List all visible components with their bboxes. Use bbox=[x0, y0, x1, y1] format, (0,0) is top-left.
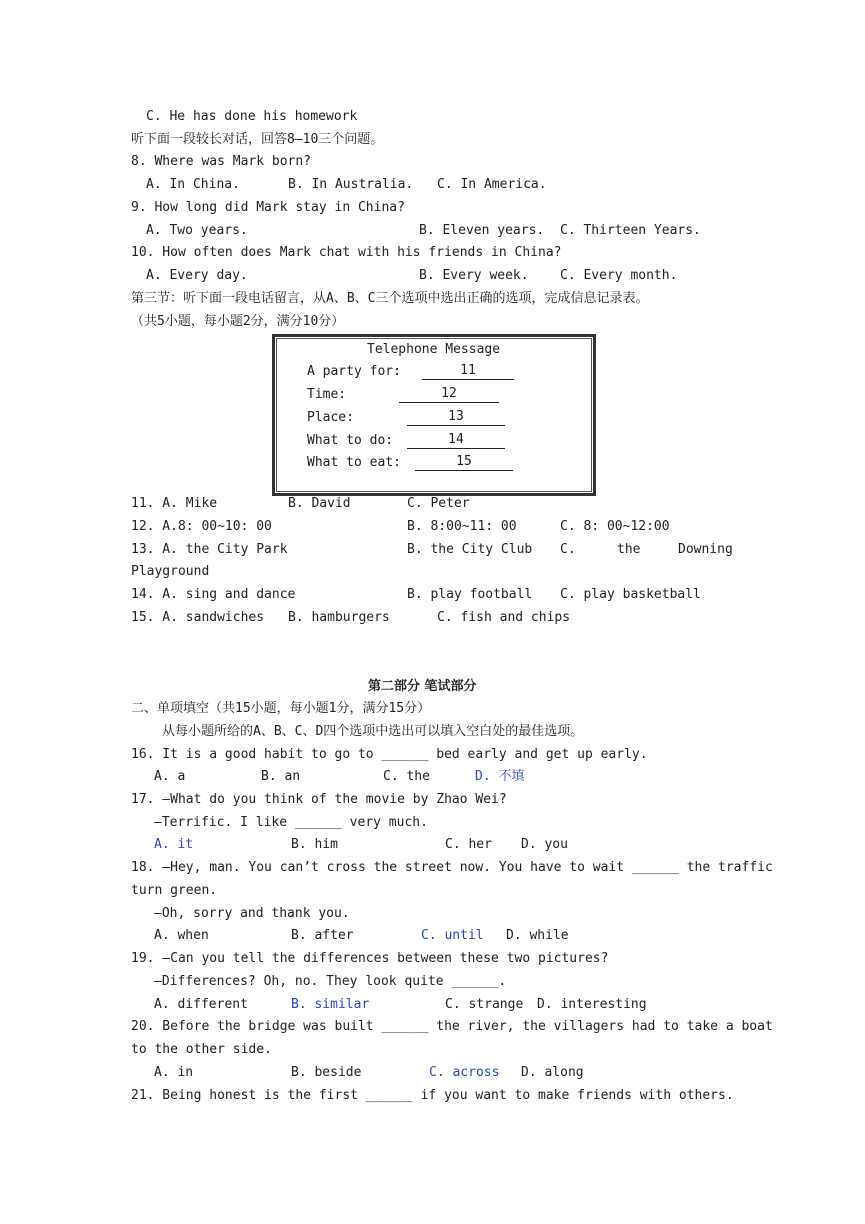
q13-option-c-letter: C. bbox=[560, 542, 576, 557]
q18-stem: 18. —Hey, man. You can’t cross the street now. You have to wait ______ the traffic bbox=[131, 860, 773, 875]
q18-stem-cont: turn green. bbox=[131, 883, 218, 898]
q9-stem: 9. How long did Mark stay in China? bbox=[131, 200, 405, 215]
q15-option-a: 15. A. sandwiches bbox=[131, 610, 265, 625]
part2-heading: 第二部分 笔试部分 bbox=[368, 679, 477, 694]
q13-option-c-word2: Downing bbox=[678, 542, 733, 557]
q17-option-a-answer: A. it bbox=[154, 837, 194, 852]
q20-option-d: D. along bbox=[521, 1065, 584, 1080]
q18-option-d: D. while bbox=[506, 928, 569, 943]
message-label-party: A party for: bbox=[307, 364, 401, 379]
message-label-time: Time: bbox=[307, 387, 347, 402]
q11-option-b: B. David bbox=[288, 496, 351, 511]
q16-stem: 16. It is a good habit to go to ______ bed early and get up early. bbox=[131, 747, 648, 762]
message-blank-13: 13 bbox=[407, 409, 505, 426]
q19-option-c: C. strange bbox=[445, 997, 524, 1012]
q21-stem: 21. Being honest is the first ______ if you want to make friends with others. bbox=[131, 1088, 734, 1103]
q12-option-c: C. 8: 00~12:00 bbox=[560, 519, 670, 534]
q16-option-b: B. an bbox=[261, 769, 301, 784]
q14-option-b: B. play football bbox=[407, 587, 533, 602]
q8-stem: 8. Where was Mark born? bbox=[131, 154, 312, 169]
q18-option-a: A. when bbox=[154, 928, 209, 943]
q13-option-a: 13. A. the City Park bbox=[131, 542, 288, 557]
q16-option-d-answer: D. 不填 bbox=[475, 769, 525, 784]
q17-stem: 17. —What do you think of the movie by Zhao Wei? bbox=[131, 792, 507, 807]
q19-reply: —Differences? Oh, no. They look quite ______. bbox=[154, 974, 507, 989]
message-blank-14: 14 bbox=[407, 432, 505, 449]
q18-option-b: B. after bbox=[291, 928, 354, 943]
q9-option-a: A. Two years. bbox=[146, 223, 248, 238]
q13-option-c-word3: Playground bbox=[131, 564, 210, 579]
q10-option-a: A. Every day. bbox=[146, 268, 248, 283]
q9-option-b: B. Eleven years. bbox=[419, 223, 545, 238]
section3-instruction: 第三节：听下面一段电话留言，从A、B、C三个选项中选出正确的选项，完成信息记录表。 bbox=[131, 291, 649, 306]
q20-stem-cont: to the other side. bbox=[131, 1042, 272, 1057]
q17-option-b: B. him bbox=[291, 837, 338, 852]
q16-option-a: A. a bbox=[154, 769, 186, 784]
q11-option-a: 11. A. Mike bbox=[131, 496, 218, 511]
section2-instruction: 从每小题所给的A、B、C、D四个选项中选出可以填入空白处的最佳选项。 bbox=[162, 724, 584, 739]
q20-option-b: B. beside bbox=[291, 1065, 362, 1080]
q11-option-c: C. Peter bbox=[407, 496, 470, 511]
q19-option-d: D. interesting bbox=[537, 997, 647, 1012]
q15-option-c: C. fish and chips bbox=[437, 610, 571, 625]
section3-scoring: （共5小题，每小题2分，满分10分） bbox=[131, 314, 345, 329]
message-blank-11: 11 bbox=[422, 363, 514, 380]
q18-option-c-answer: C. until bbox=[421, 928, 484, 943]
q10-option-c: C. Every month. bbox=[560, 268, 678, 283]
q15-option-b: B. hamburgers bbox=[288, 610, 390, 625]
message-blank-15: 15 bbox=[415, 454, 513, 471]
q8-option-c: C. In America. bbox=[437, 177, 547, 192]
q7-option-c: C. He has done his homework bbox=[146, 109, 358, 124]
q12-option-a: 12. A.8: 00~10: 00 bbox=[131, 519, 272, 534]
q8-option-a: A. In China. bbox=[146, 177, 240, 192]
message-blank-12: 12 bbox=[399, 386, 499, 403]
message-label-toeat: What to eat: bbox=[307, 455, 401, 470]
q18-reply: —Oh, sorry and thank you. bbox=[154, 906, 350, 921]
long-dialog-intro: 听下面一段较长对话，回答8—10三个问题。 bbox=[131, 132, 384, 147]
section2-title: 二、单项填空（共15小题，每小题1分，满分15分） bbox=[131, 701, 431, 716]
message-label-todo: What to do: bbox=[307, 433, 394, 448]
q8-option-b: B. In Australia. bbox=[288, 177, 414, 192]
q10-stem: 10. How often does Mark chat with his friends in China? bbox=[131, 245, 562, 260]
q14-option-a: 14. A. sing and dance bbox=[131, 587, 296, 602]
q17-option-c: C. her bbox=[445, 837, 492, 852]
q13-option-c-word1: the bbox=[617, 542, 641, 557]
message-label-place: Place: bbox=[307, 410, 354, 425]
q19-option-a: A. different bbox=[154, 997, 248, 1012]
q12-option-b: B. 8:00~11: 00 bbox=[407, 519, 517, 534]
q19-stem: 19. —Can you tell the differences between these two pictures? bbox=[131, 951, 609, 966]
q20-option-c-answer: C. across bbox=[429, 1065, 500, 1080]
q9-option-c: C. Thirteen Years. bbox=[560, 223, 701, 238]
q16-option-c: C. the bbox=[383, 769, 430, 784]
q19-option-b-answer: B. similar bbox=[291, 997, 370, 1012]
q13-option-b: B. the City Club bbox=[407, 542, 533, 557]
q14-option-c: C. play basketball bbox=[560, 587, 701, 602]
q17-option-d: D. you bbox=[521, 837, 568, 852]
q17-reply: —Terrific. I like ______ very much. bbox=[154, 815, 428, 830]
q20-stem: 20. Before the bridge was built ______ the river, the villagers had to take a boat bbox=[131, 1019, 773, 1034]
q20-option-a: A. in bbox=[154, 1065, 194, 1080]
message-title: Telephone Message bbox=[367, 342, 501, 357]
q10-option-b: B. Every week. bbox=[419, 268, 529, 283]
